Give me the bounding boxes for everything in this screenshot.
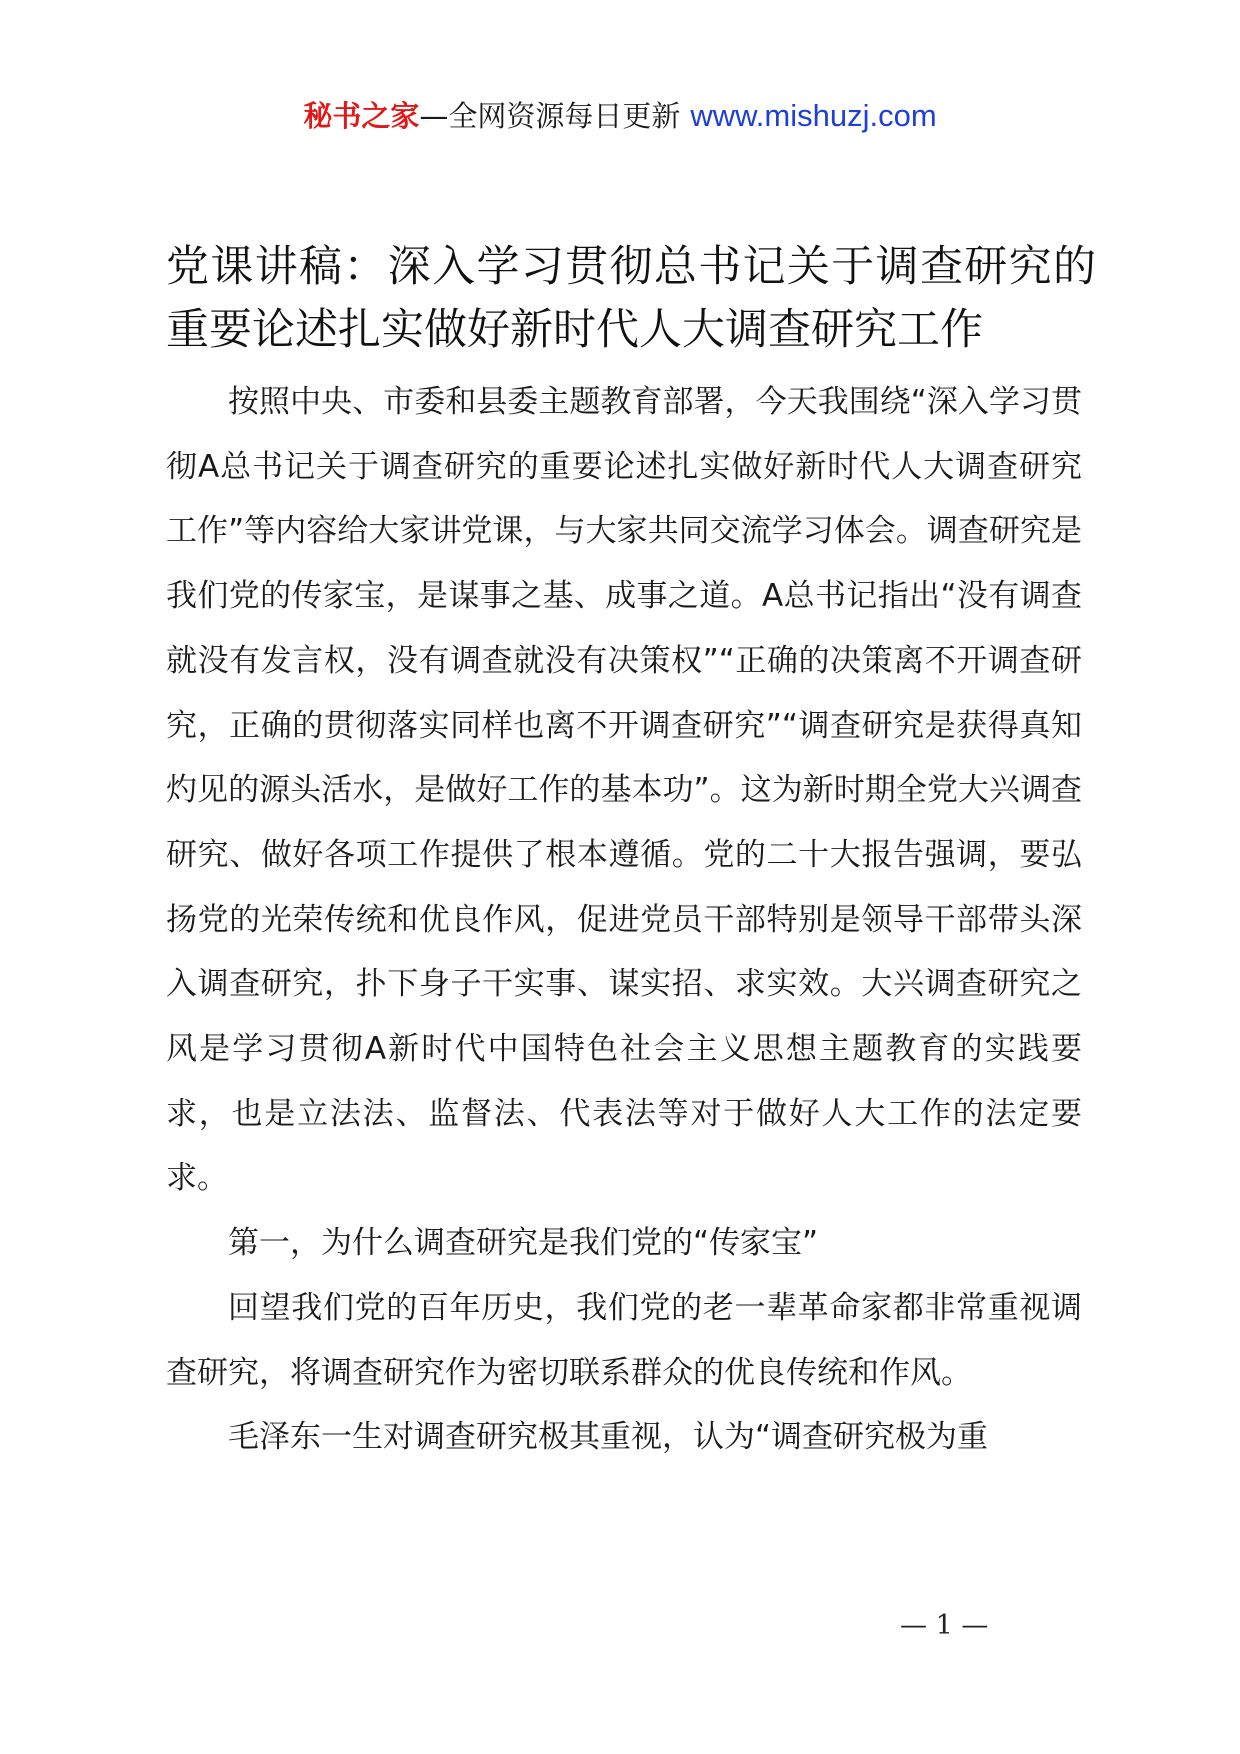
site-header [0,96,1240,136]
brand-name: 秘书之家 [303,99,420,133]
header-tagline: —全网资源每日更新 [419,99,681,133]
body-paragraph: 按照中央、市委和县委主题教育部署，今天我围绕“深入学习贯彻A总书记关于调查研究的重要论述扎实做好新时代人大调查研究工作”等内容给大家讲党课，与大家共同交流学习体会。调查研究是我们党的传家宝，是谋事之基、成事之道。A总书记指出“没有调查就没有发言权，没有调查就没有决策权”“正确的决策离不开调查研究，正确的贯彻落实同样也离不开调查研究”“调查研究是获得真知灼见的源头活水，是做好工作的基本功”。这为新时期全党大兴调查研究、做好各项工作提供了根本遵循。党的二十大报告强调，要弘扬党的光荣传统和优良作风，促进党员干部特别是领导干部带头深入调查研究，扑下身子干实事、谋实招、求实效。大兴调查研究之风是学习贯彻A新时代中国特色社会主义思想主题教育的实践要求，也是立法法、监督法、代表法等对于做好人大工作的法定要求。 [166,384,1082,1197]
body-paragraph: 毛泽东一生对调查研究极其重视，认为“调查研究极为重 [228,1419,989,1456]
section-heading: 第一，为什么调查研究是我们党的“传家宝” [228,1225,819,1262]
body-paragraph: 回望我们党的百年历史，我们党的老一辈革命家都非常重视调查研究，将调查研究作为密切联系群众的优良传统和作风。 [166,1289,1082,1391]
document-body [166,370,1082,1470]
site-url-link[interactable]: www.mishuzj.com [690,98,937,133]
document-title: 党课讲稿：深入学习贯彻总书记关于调查研究的重要论述扎实做好新时代人大调查研究工作 [166,242,1096,355]
page-number: — 1 — [900,1610,989,1641]
